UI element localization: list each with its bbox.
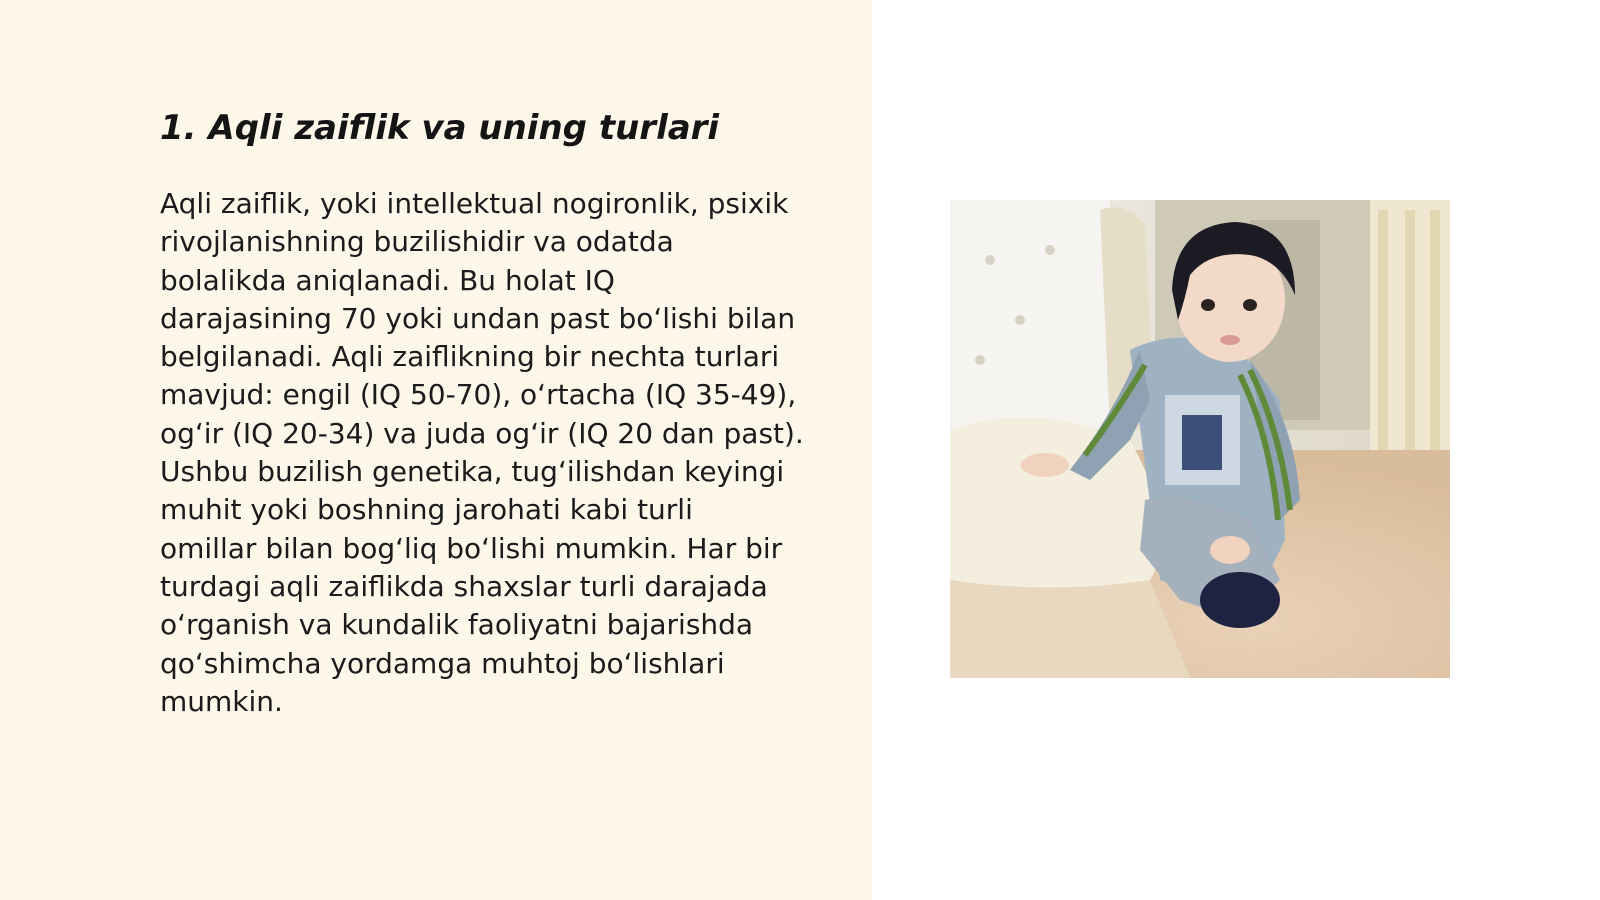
child-photo <box>950 200 1450 678</box>
body-line: oʻrganish va kundalik faoliyatni bajarishda <box>160 608 754 642</box>
body-line: omillar bilan bogʻliq boʻlishi mumkin. Har bir <box>160 531 783 565</box>
body-line: mumkin. <box>160 684 283 718</box>
body-line: rivojlanishning buzilishidir va odatda <box>160 225 674 259</box>
body-line: ogʻir (IQ 20-34) va juda ogʻir (IQ 20 dan past). <box>160 416 804 450</box>
body-line: darajasining 70 yoki undan past boʻlishi bilan <box>160 301 796 335</box>
body-line: bolalikda aniqlanadi. Bu holat IQ <box>160 263 615 297</box>
body-line: qoʻshimcha yordamga muhtoj boʻlishlari <box>160 646 725 680</box>
body-line: belgilanadi. Aqli zaiflikning bir nechta turlari <box>160 340 780 374</box>
body-line: Aqli zaiflik, yoki intellektual nogironlik, psixik <box>160 187 789 220</box>
body-line: turdagi aqli zaiflikda shaxslar turli darajada <box>160 569 768 603</box>
body-text <box>160 185 840 721</box>
body-line: Ushbu buzilish genetika, tugʻilishdan keyingi <box>160 455 785 489</box>
body-line: mavjud: engil (IQ 50-70), oʻrtacha (IQ 35-49), <box>160 378 797 412</box>
slide-title: 1. Aqli zaiflik va uning turlari <box>160 108 720 148</box>
body-line: muhit yoki boshning jarohati kabi turli <box>160 493 693 527</box>
